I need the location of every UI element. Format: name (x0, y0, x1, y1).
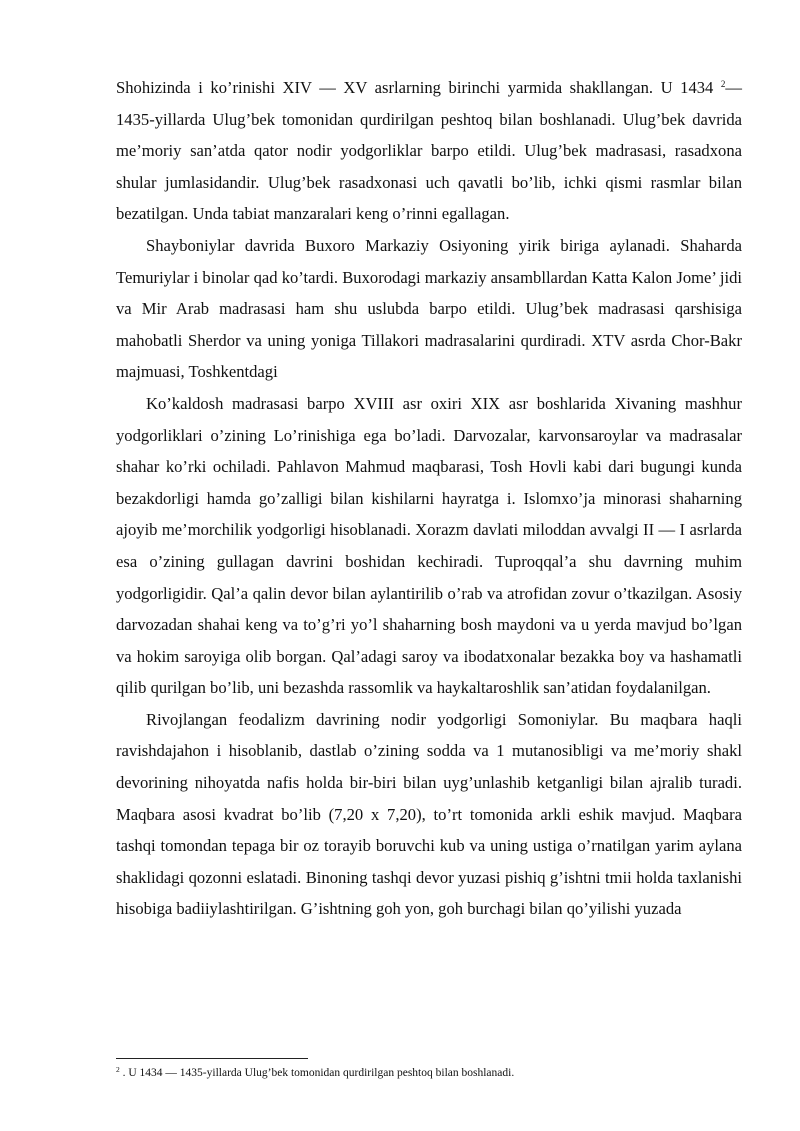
paragraph-3: Ko’kaldosh madrasasi barpo XVIII asr oxiri XIX asr boshlarida Xivaning mashhur yodgorliklari o’zining Lo’rinishiga ega bo’ladi. Darvozalar, karvonsaroylar va madrasalar shahar ko’rki ochiladi. Pahlavon Mahmud maqbarasi, Tosh Hovli kabi dari bugungi kunda bezakdorligi hamda go’zalligi bilan kishilarni hayratga i. Islomxo’ja minorasi shaharning ajoyib me’morchilik yodgorligi hisoblanadi. Xorazm davlati miloddan avvalgi II — I asrlarda esa o’zining gullagan davrini boshidan kechiradi. Tuproqqal’a shu davrning muhim yodgorligidir. Qal’a qalin devor bilan aylantirilib o’rab va atrofidan zovur o’tkazilgan. Asosiy darvozadan shahai keng va to’g’ri yo’l shaharning bosh maydoni va u yerda mavjud bo’lgan va hokim saroyiga olib borgan. Qal’adagi saroy va ibodatxonalar bezakka boy va hashamatli qilib qurilgan bo’lib, uni bezashda rassomlik va haykaltaroshlik san’atidan foydalanilgan. (116, 393, 742, 698)
footnote (116, 1066, 742, 1080)
paragraph-2: Shayboniylar davrida Buxoro Markaziy Osiyoning yirik biriga aylanadi. Shaharda Temuriylar i binolar qad ko’tardi. Buxorodagi markaziy ansambllardan Katta Kalon Jome’ jidi va Mir Arab madrasasi ham shu uslubda barpo etildi. Ulug’bek madrasasi qarshisiga mahobatli Sherdor va uning yoniga Tillakori madrasalarini qurdiradi. XTV asrda Chor-Bakr majmuasi, Toshkentdagi (116, 235, 742, 382)
footnote-reference[interactable]: 2 (720, 79, 726, 89)
paragraph-4: Rivojlangan feodalizm davrining nodir yodgorligi Somoniylar. Bu maqbara haqli ravishdajahon i hisoblanib, dastlab o’zining sodda va 1 mutanosibligi va me’moriy shakl devorining nihoyatda nafis holda bir-biri bilan uyg’unlashib ketganligi bilan ajralib turadi. Maqbara asosi kvadrat bo’lib (7,20 x 7,20), to’rt tomonida arkli eshik mavjud. Maqbara tashqi tomondan tepaga bir oz torayib boruvchi kub va uning ustiga o’rnatilgan yarim aylana shaklidagi qozonni eslatadi. Binoning tashqi devor yuzasi pishiq g’ishtni tmii holda taxlanishi hisobiga badiiylashtirilgan. G’ishtning goh yon, goh burchagi bilan qo’yilishi yuzada (116, 709, 742, 919)
paragraph-1-text-end: — 1435-yillarda Ulug’bek tomonidan qurdirilgan peshtoq bilan boshlanadi. Ulug’bek davrida me’moriy san’atda qator nodir yodgorliklar barpo etildi. Ulug’bek madrasasi, rasadxona shular jumlasidandir. Ulug’bek rasadxonasi uch qavatli bo’lib, ichki qismi rasmlar bilan bezatilgan. Unda tabiat manzaralari keng o’rinni egallagan. (116, 78, 742, 224)
footnote-divider (116, 1058, 308, 1059)
footnote-text: . U 1434 — 1435-yillarda Ulug’bek tomonidan qurdirilgan peshtoq bilan boshlanadi. (119, 1067, 515, 1079)
paragraph-1-text-start: Shohizinda i ko’rinishi XIV — XV asrlarning birinchi yarmida shakllangan. U 1434 (116, 78, 721, 97)
document-body (116, 72, 742, 925)
paragraph-1 (116, 72, 742, 230)
footnote-marker: 2 (116, 1065, 120, 1074)
